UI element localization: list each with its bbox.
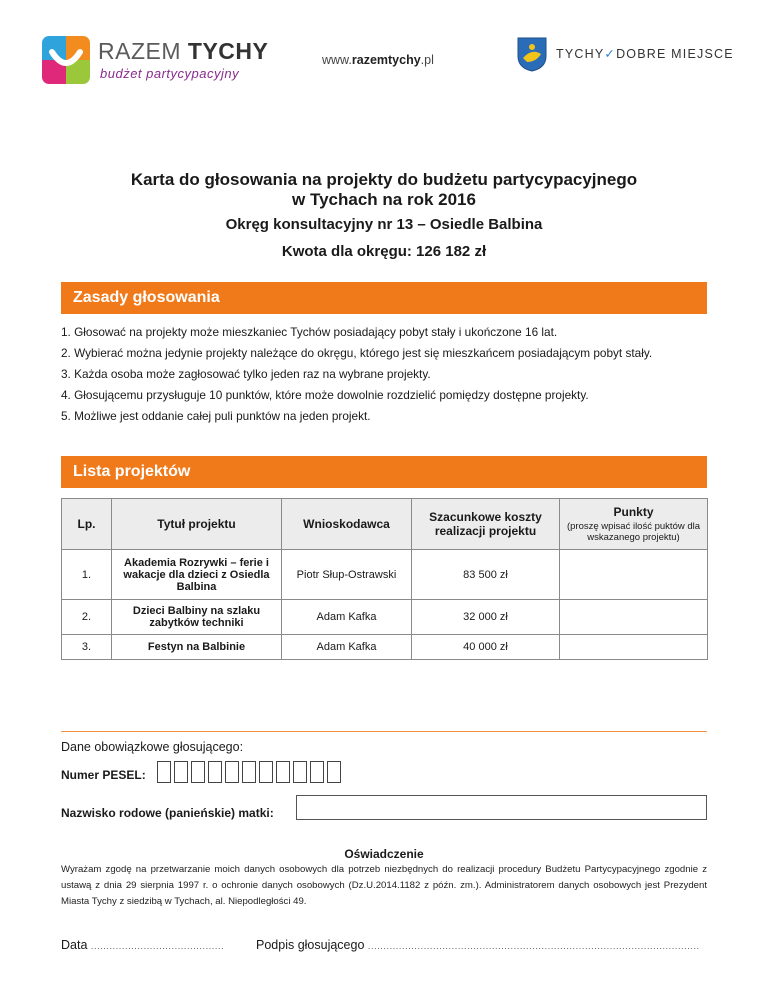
rules-list	[61, 322, 741, 427]
rule-item: 3. Każda osoba może zagłosować tylko jeden raz na wybrane projekty.	[61, 367, 431, 381]
divider	[61, 731, 707, 732]
logo-mark-icon	[42, 36, 90, 84]
col-applicant: Wnioskodawca	[282, 499, 412, 550]
voter-heading: Dane obowiązkowe głosującego:	[61, 740, 244, 754]
page-title: Karta do głosowania na projekty do budżetu partycypacyjnego w Tychach na rok 2016	[130, 170, 638, 209]
table-row: 2. Dzieci Balbiny na szlaku zabytków techniki Adam Kafka 32 000 zł	[62, 600, 708, 635]
logo-subtitle: budżet partycypacyjny	[100, 66, 240, 81]
rule-item: 1. Głosować na projekty może mieszkaniec Tychów posiadający pobyt stały i ukończone 16 lat.	[61, 325, 558, 339]
rule-item: 5. Możliwe jest oddanie całej puli punktów na jeden projekt.	[61, 409, 371, 423]
city-crest-icon	[516, 36, 548, 72]
table-row: 3. Festyn na Balbinie Adam Kafka 40 000 zł	[62, 635, 708, 660]
declaration-title: Oświadczenie	[344, 847, 424, 861]
date-field[interactable]: Data ...........................................	[61, 938, 225, 952]
projects-table	[61, 498, 708, 660]
logo-brand: RAZEM TYCHY	[98, 38, 269, 64]
points-input[interactable]	[560, 635, 708, 660]
col-title: Tytuł projektu	[112, 499, 282, 550]
rule-item: 4. Głosującemu przysługuje 10 punktów, które może dowolnie rozdzielić pomiędzy dostępne projekty.	[61, 388, 589, 402]
declaration-text: Wyrażam zgodę na przetwarzanie moich danych osobowych dla potrzeb niezbędnych do realizacji procedury Budżetu Partycypacyjnego zgodnie z ustawą z dnia 29 sierpnia 1997 r. o ochronie danych osobowych (Dz.U.2014.1182 z późn. zm.). Administratorem danych osobowych jest Prezydent Miasta Tychy z siedzibą w Tychach, al. Niepodległości 49.	[61, 864, 707, 907]
points-input[interactable]	[560, 600, 708, 635]
col-cost: Szacunkowe koszty realizacji projektu	[412, 499, 560, 550]
table-header-row	[62, 499, 708, 550]
projects-heading: Lista projektów	[61, 456, 707, 488]
district-name: Okręg konsultacyjny nr 13 – Osiedle Balbina	[225, 216, 543, 233]
signature-field[interactable]: Podpis głosującego ...........................................................................................................	[256, 938, 700, 952]
col-lp: Lp.	[62, 499, 112, 550]
razem-tychy-logo	[42, 36, 269, 86]
pesel-input[interactable]	[157, 761, 344, 785]
col-points: Punkty (proszę wpisać ilość puktów dla wskazanego projektu)	[560, 499, 708, 550]
city-slogan: TYCHY✓DOBRE MIEJSCE	[556, 47, 734, 61]
mother-name-input[interactable]	[296, 795, 707, 820]
table-row: 1. Akademia Rozrywki – ferie i wakacje dla dzieci z Osiedla Balbina Piotr Słup-Ostrawski 83 500 zł	[62, 550, 708, 600]
rules-heading: Zasady głosowania	[61, 282, 707, 314]
mother-name-label: Nazwisko rodowe (panieńskie) matki:	[61, 806, 274, 820]
checkmark-icon: ✓	[604, 47, 617, 61]
pesel-label: Numer PESEL:	[61, 768, 146, 782]
rule-item: 2. Wybierać można jedynie projekty należące do okręgu, którego jest się mieszkańcem posiadającym pobyt stały.	[61, 346, 653, 360]
website-url: www.razemtychy.pl	[322, 53, 434, 67]
district-amount: Kwota dla okręgu: 126 182 zł	[281, 243, 487, 260]
points-input[interactable]	[560, 550, 708, 600]
tychy-city-logo	[516, 36, 732, 76]
